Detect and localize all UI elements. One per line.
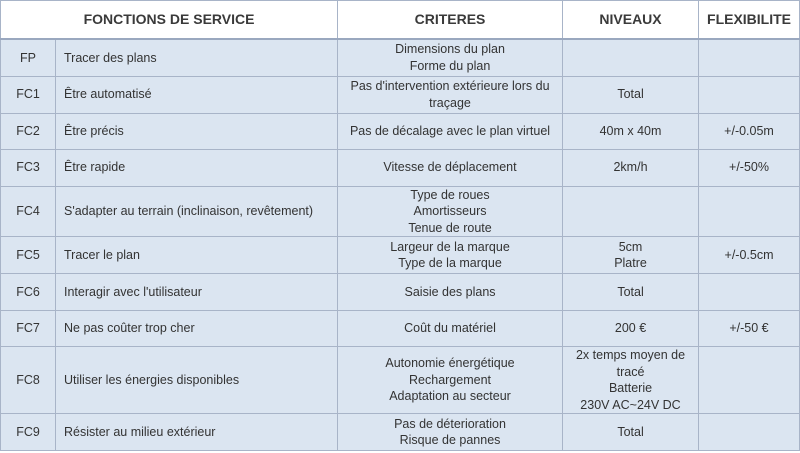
flexibility-cell xyxy=(699,39,800,76)
criteria-cell xyxy=(338,274,563,311)
criteria-line: Coût du matériel xyxy=(404,321,496,336)
header-criteres: CRITERES xyxy=(338,1,563,40)
header-row xyxy=(1,1,800,40)
flexibility-cell xyxy=(699,414,800,451)
function-name-cell: Interagir avec l'utilisateur xyxy=(56,274,338,311)
function-code-cell: FC8 xyxy=(1,347,56,414)
level-cell xyxy=(563,113,699,149)
level-cell xyxy=(563,311,699,347)
level-cell xyxy=(563,414,699,451)
function-code-cell: FC6 xyxy=(1,274,56,311)
criteria-cell xyxy=(338,76,563,113)
function-code-cell: FC1 xyxy=(1,76,56,113)
level-cell xyxy=(563,76,699,113)
function-name-cell: Être rapide xyxy=(56,149,338,186)
function-name-cell: Tracer le plan xyxy=(56,237,338,274)
table-row xyxy=(1,311,800,347)
level-line: 2km/h xyxy=(613,160,648,175)
flexibility-cell xyxy=(699,186,800,237)
header-fonctions: FONCTIONS DE SERVICE xyxy=(1,1,338,40)
function-name-cell: Utiliser les énergies disponibles xyxy=(56,347,338,414)
criteria-cell xyxy=(338,237,563,274)
criteria-line: Type de roues xyxy=(410,187,490,202)
criteria-line: traçage xyxy=(429,95,471,110)
criteria-cell xyxy=(338,113,563,149)
function-code-cell: FC4 xyxy=(1,186,56,237)
level-line: 230V AC~24V DC xyxy=(580,397,681,412)
level-line: tracé xyxy=(616,364,645,379)
table-row xyxy=(1,113,800,149)
level-cell xyxy=(563,237,699,274)
level-cell xyxy=(563,149,699,186)
flexibility-cell xyxy=(699,76,800,113)
function-name-cell: Résister au milieu extérieur xyxy=(56,414,338,451)
criteria-line: Rechargement xyxy=(409,372,492,387)
level-cell xyxy=(563,274,699,311)
criteria-line: Dimensions du plan xyxy=(395,42,505,57)
flexibility-cell: +/-50% xyxy=(699,149,800,186)
criteria-line: Forme du plan xyxy=(409,58,491,73)
level-cell xyxy=(563,39,699,76)
criteria-cell xyxy=(338,311,563,347)
function-code-cell: FP xyxy=(1,39,56,76)
criteria-line: Largeur de la marque xyxy=(390,239,510,254)
table-row xyxy=(1,237,800,274)
criteria-line: Saisie des plans xyxy=(404,284,496,299)
criteria-line: Adaptation au secteur xyxy=(389,389,511,404)
function-code-cell: FC3 xyxy=(1,149,56,186)
table-row xyxy=(1,76,800,113)
function-code-cell: FC7 xyxy=(1,311,56,347)
level-line: 40m x 40m xyxy=(599,123,662,138)
criteria-cell xyxy=(338,186,563,237)
function-name-cell: Tracer des plans xyxy=(56,39,338,76)
table-row xyxy=(1,39,800,76)
level-cell xyxy=(563,186,699,237)
criteria-line: Autonomie énergétique xyxy=(385,356,515,371)
level-line: Total xyxy=(617,424,644,439)
function-name-cell: S'adapter au terrain (inclinaison, revêtement) xyxy=(56,186,338,237)
level-line: Platre xyxy=(614,256,647,270)
flexibility-cell: +/-0.05m xyxy=(699,113,800,149)
level-cell xyxy=(563,347,699,414)
criteria-cell xyxy=(338,149,563,186)
criteria-line: Pas de décalage avec le plan virtuel xyxy=(349,123,551,138)
function-code-cell: FC9 xyxy=(1,414,56,451)
level-line: Total xyxy=(617,87,644,102)
flexibility-cell xyxy=(699,274,800,311)
function-code-cell: FC2 xyxy=(1,113,56,149)
function-name-cell: Être précis xyxy=(56,113,338,149)
table-row xyxy=(1,149,800,186)
function-name-cell: Ne pas coûter trop cher xyxy=(56,311,338,347)
criteria-line: Vitesse de déplacement xyxy=(383,160,517,175)
level-line: Batterie xyxy=(608,381,653,395)
level-line: Total xyxy=(617,284,644,299)
flexibility-cell: +/-50 € xyxy=(699,311,800,347)
criteria-line: Type de la marque xyxy=(398,256,502,270)
table-row xyxy=(1,414,800,451)
criteria-cell xyxy=(338,414,563,451)
flexibility-cell: +/-0.5cm xyxy=(699,237,800,274)
table-row xyxy=(1,347,800,414)
function-code-cell: FC5 xyxy=(1,237,56,274)
level-line: 200 € xyxy=(614,321,647,336)
table-row xyxy=(1,274,800,311)
level-line: 2x temps moyen de xyxy=(575,348,686,362)
header-flexibilite: FLEXIBILITE xyxy=(699,1,800,40)
criteria-cell xyxy=(338,347,563,414)
criteria-line: Pas de déterioration xyxy=(394,416,506,431)
criteria-line: Risque de pannes xyxy=(399,433,501,447)
level-line: 5cm xyxy=(618,239,643,254)
criteria-cell xyxy=(338,39,563,76)
function-name-cell: Être automatisé xyxy=(56,76,338,113)
table-row xyxy=(1,186,800,237)
criteria-line: Amortisseurs xyxy=(413,204,487,218)
criteria-line: Tenue de route xyxy=(408,220,492,235)
criteria-line: Pas d'intervention extérieure lors du xyxy=(350,79,550,93)
flexibility-cell xyxy=(699,347,800,414)
header-niveaux: NIVEAUX xyxy=(563,1,699,40)
